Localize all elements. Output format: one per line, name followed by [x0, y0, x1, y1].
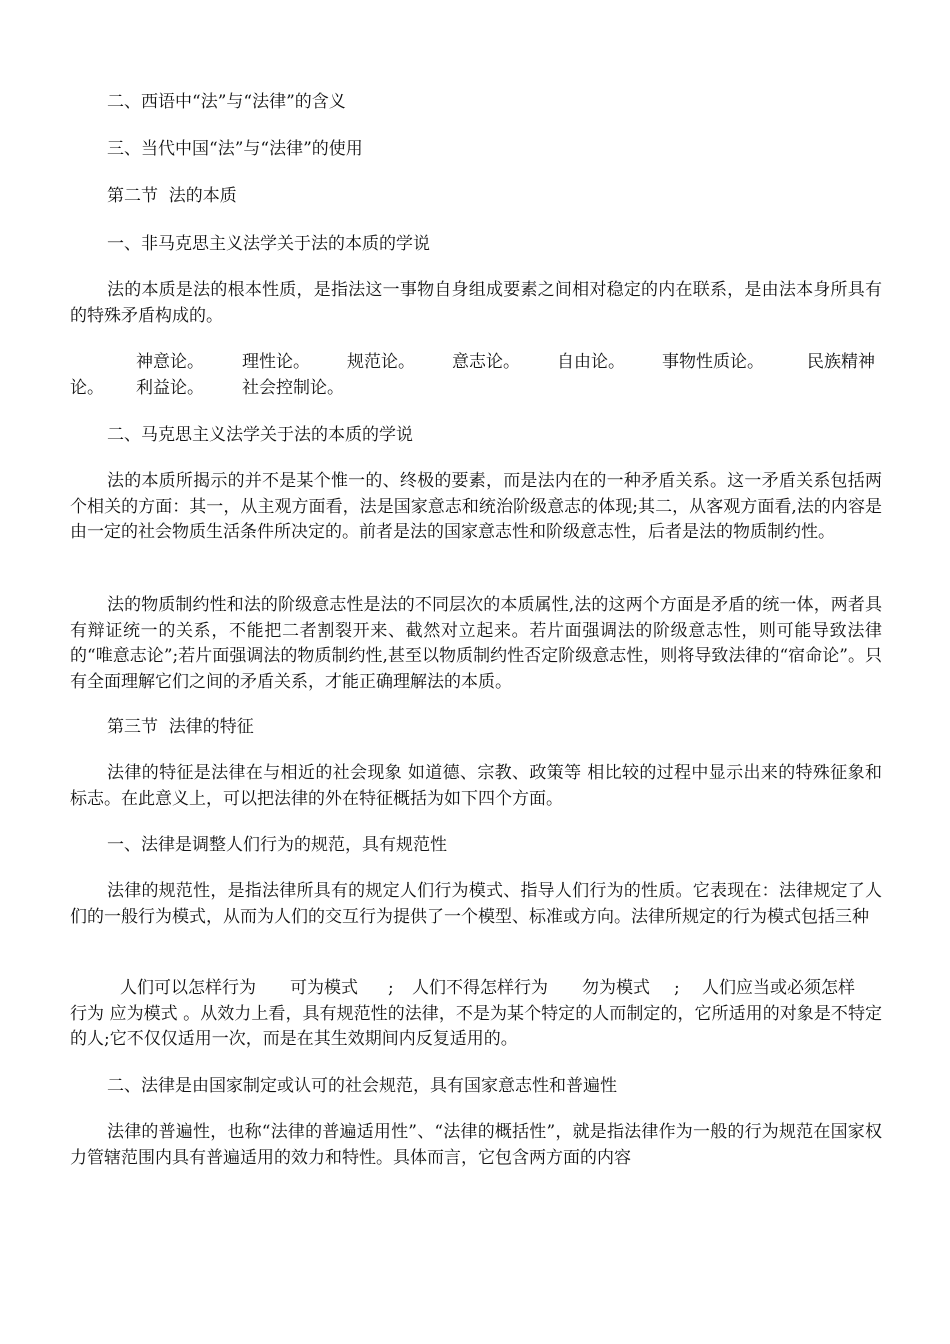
- paragraph: 法的本质所揭示的并不是某个惟一的、终极的要素，而是法内在的一种矛盾关系。这一矛盾关系包括两个相关的方面：其一，从主观方面看，法是国家意志和统治阶级意志的体现;其二，从客观方面看,法的内容是由一定的社会物质生活条件所决定的。前者是法的国家意志性和阶级意志性，后者是法的物质制约性。: [70, 471, 882, 542]
- theory-item: 规范论。: [347, 352, 415, 372]
- mode-label: 可为模式: [290, 978, 358, 998]
- section-heading: 一、法律是调整人们行为的规范，具有规范性: [107, 835, 447, 855]
- section-heading: 二、西语中“法”与“法律”的含义: [107, 92, 346, 112]
- behavior-modes-paragraph: [70, 976, 882, 1053]
- section-heading: 三、当代中国“法”与“法律”的使用: [107, 139, 363, 159]
- chapter-section-title: 第三节 法律的特征: [107, 717, 254, 737]
- paragraph: 法律的特征是法律在与相近的社会现象 如道德、宗教、政策等 相比较的过程中显示出来的特殊征象和标志。在此意义上，可以把法律的外在特征概括为如下四个方面。: [70, 763, 882, 809]
- mode-label: 勿为模式: [582, 978, 650, 998]
- theory-item: 社会控制论。: [242, 377, 344, 398]
- theory-item: 理性论。: [242, 352, 310, 372]
- chapter-section-title: 第二节 法的本质: [107, 186, 237, 206]
- theory-item: 神意论。: [136, 352, 204, 372]
- mode-separator: ;: [674, 978, 680, 998]
- paragraph: 法的本质是法的根本性质，是指法这一事物自身组成要素之间相对稳定的内在联系，是由法本身所具有的特殊矛盾构成的。: [70, 280, 882, 326]
- paragraph: 法律的规范性，是指法律所具有的规定人们行为模式、指导人们行为的性质。它表现在：法律规定了人们的一般行为模式，从而为人们的交互行为提供了一个模型、标准或方向。法律所规定的行为模式包括三种: [70, 881, 882, 927]
- paragraph: 法的物质制约性和法的阶级意志性是法的不同层次的本质属性,法的这两个方面是矛盾的统一体，两者具有辩证统一的关系，不能把二者割裂开来、截然对立起来。若片面强调法的阶级意志性，则可能导致法律的“唯意志论”;若片面强调法的物质制约性,甚至以物质制约性否定阶级意志性，则将导致法律的“宿命论”。只有全面理解它们之间的矛盾关系，才能正确理解法的本质。: [70, 595, 882, 692]
- mode-text: 人们可以怎样行为: [120, 978, 256, 998]
- theory-item: 论。: [70, 377, 104, 398]
- section-heading: 二、法律是由国家制定或认可的社会规范，具有国家意志性和普遍性: [107, 1076, 617, 1096]
- mode-separator: ;: [388, 978, 394, 998]
- theory-item: 民族精神: [807, 352, 875, 372]
- theory-item: 利益论。: [136, 377, 204, 398]
- theory-item: 事物性质论。: [662, 352, 764, 372]
- theory-item: 自由论。: [557, 352, 625, 372]
- paragraph: 法律的普遍性，也称“法律的普遍适用性”、“法律的概括性”，就是指法律作为一般的行为规范在国家权力管辖范围内具有普遍适用的效力和特性。具体而言，它包含两方面的内容: [70, 1122, 882, 1168]
- mode-text: 人们应当或必须怎样: [702, 978, 855, 998]
- mode-text: 人们不得怎样行为: [412, 978, 548, 998]
- mode-continuation: 行为 应为模式 。从效力上看，具有规范性的法律，不是为某个特定的人而制定的，它所适用的对象是不特定的人;它不仅仅适用一次，而是在其生效期间内反复适用的。: [70, 1003, 882, 1049]
- theory-list: [70, 350, 882, 401]
- section-heading: 二、马克思主义法学关于法的本质的学说: [107, 425, 413, 445]
- theory-item: 意志论。: [452, 352, 520, 372]
- section-heading: 一、非马克思主义法学关于法的本质的学说: [107, 234, 430, 254]
